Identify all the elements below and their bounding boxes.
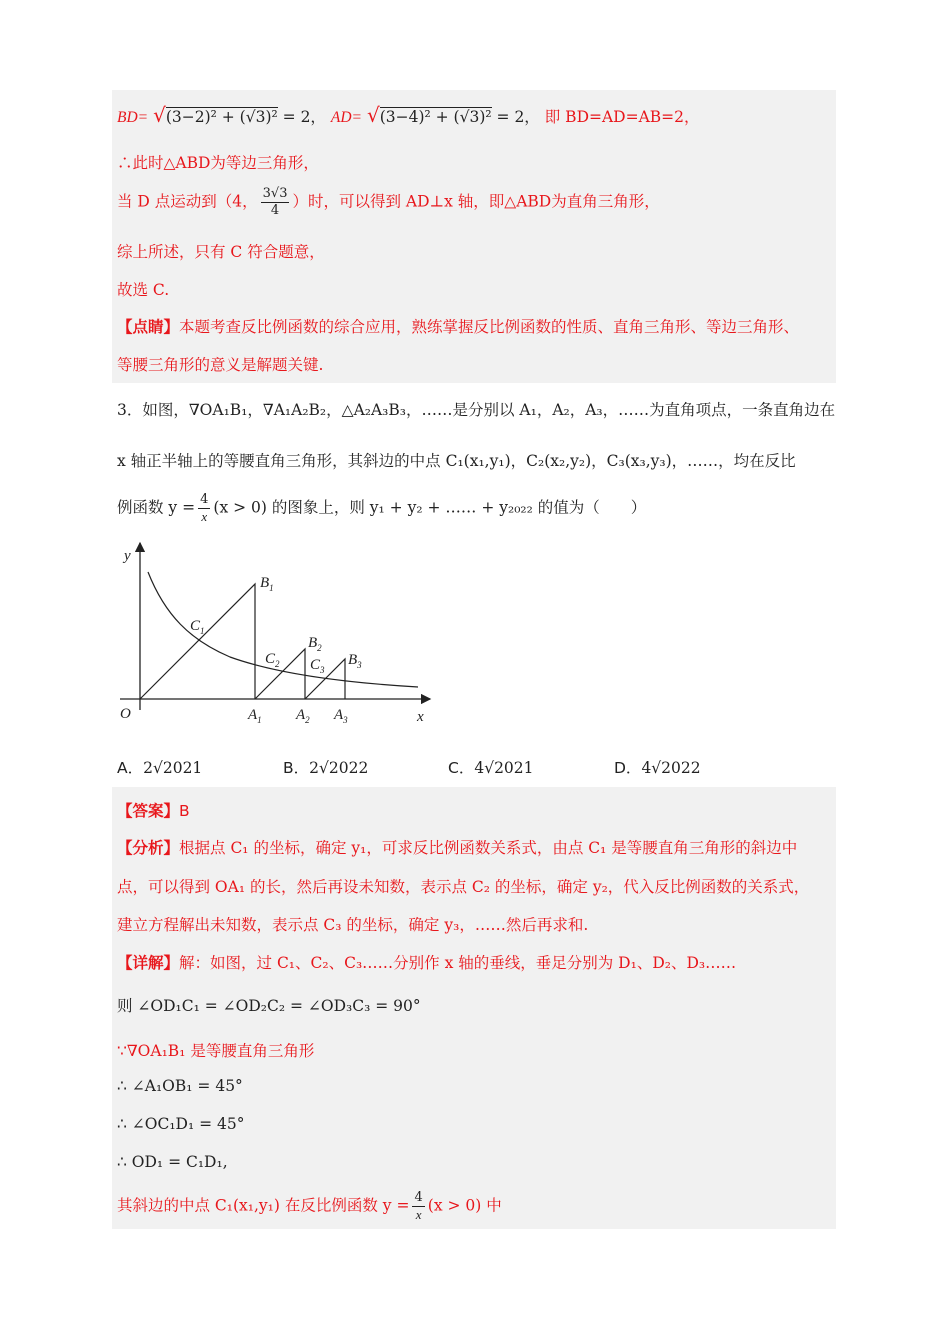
svg-text:C1: $C_1$: [190, 618, 205, 636]
detail-line-7: 其斜边的中点 C₁(x₁,y₁) 在反比例函数 y = $\frac{4}{x}$ (x > 0) 中: [117, 1190, 502, 1222]
point-A1-label: A: [248, 707, 258, 723]
geometry-figure: [110, 535, 440, 735]
prev-line-5: 故选 C.: [117, 281, 170, 299]
detail-line-4: ∴ ∠A₁OB₁ = 45°: [117, 1077, 243, 1095]
point-B1-label: B: [260, 575, 270, 591]
point-B3-label: B: [348, 652, 358, 668]
option-d[interactable]: D．4√2022: [614, 759, 701, 777]
analysis-line-2: 点，可以得到 OA₁ 的长，然后再设未知数，表示点 C₂ 的坐标，确定 y₂，代入反比例函数的关系式，: [117, 878, 810, 896]
hyperbola-curve: [148, 572, 418, 687]
previous-solution-box: [112, 90, 836, 383]
fraction: $\frac{4}{x}$: [414, 1190, 423, 1222]
svg-text:O: [120, 706, 131, 722]
fraction: $\frac{3√3}{4}$: [262, 186, 288, 218]
svg-text:C2: $C_2$: [265, 651, 280, 669]
detail-line-3: ∵∇OA₁B₁ 是等腰直角三角形: [117, 1042, 315, 1060]
point-C2-label: C: [265, 651, 276, 667]
point-A2-label: A: [296, 707, 306, 723]
prev-line-3: 当 D 点运动到（4， $\frac{3√3}{4}$ ）时，可以得到 AD⊥x 轴，即△ABD为直角三角形，: [117, 186, 660, 218]
point-B2-label: B: [308, 635, 318, 651]
svg-text:B3: $B_3$: [348, 652, 362, 670]
option-c[interactable]: C．4√2021: [448, 759, 534, 777]
option-a[interactable]: A．2√2021: [117, 759, 203, 777]
detail-line-2: 则 ∠OD₁C₁ = ∠OD₂C₂ = ∠OD₃C₃ = 90°: [117, 997, 421, 1015]
svg-text:x: [416, 709, 424, 725]
svg-text:A1: $A_1$: [248, 707, 262, 725]
question-line-3: 例函数 y = $\frac{4}{x}$ (x > 0) 的图象上，则 y₁ + y₂ + …… + y₂₀₂₂ 的值为（ ）: [117, 492, 647, 524]
prev-line-2: ∴此时△ABD为等边三角形，: [117, 154, 319, 172]
svg-text:B2: $B_2$: [308, 635, 322, 653]
svg-text:A2: $A_2$: [296, 707, 310, 725]
point-A3-label: A: [334, 707, 344, 723]
prev-comment-1: 【点睛】本题考查反比例函数的综合应用，熟练掌握反比例函数的性质、直角三角形、等边三角形、: [117, 317, 800, 336]
x-axis-label: x: [417, 709, 424, 725]
origin-label: O: [120, 706, 131, 722]
analysis-line-1: 【分析】根据点 C₁ 的坐标，确定 y₁，可求反比例函数关系式，由点 C₁ 是等腰直角三角形的斜边中: [117, 838, 798, 857]
prev-comment-2: 等腰三角形的意义是解题关键.: [117, 356, 324, 374]
question-line-1: 3．如图，∇OA₁B₁，∇A₁A₂B₂，△A₂A₃B₃，……是分别以 A₁，A₂，A₃，……为直角项点，一条直角边在: [117, 401, 836, 419]
triangle-OA1B1: [140, 584, 255, 699]
detail-line-5: ∴ ∠OC₁D₁ = 45°: [117, 1115, 245, 1133]
prev-line-4: 综上所述，只有 C 符合题意，: [117, 243, 325, 261]
svg-text:C3: $C_3$: [310, 657, 325, 675]
y-axis-label: y: [124, 548, 131, 564]
svg-text:A3: $A_3$: [334, 707, 348, 725]
svg-text:y: [122, 548, 131, 564]
detail-line-6: ∴ OD₁ = C₁D₁,: [117, 1153, 228, 1171]
fraction: $\frac{4}{x}$: [200, 492, 209, 524]
point-C3-label: C: [310, 657, 321, 673]
question-line-2: x 轴正半轴上的等腰直角三角形，其斜边的中点 C₁(x₁,y₁)，C₂(x₂,y₂)，C₃(x₃,y₃)，……，均在反比: [117, 452, 796, 470]
answer-line: 【答案】B: [117, 801, 190, 820]
analysis-line-3: 建立方程解出未知数，表示点 C₃ 的坐标，确定 y₃，……然后再求和.: [117, 916, 589, 934]
detail-line-1: 【详解】解：如图，过 C₁、C₂、C₃……分别作 x 轴的垂线，垂足分别为 D₁、D₂、D₃……: [117, 953, 737, 972]
option-b[interactable]: B．2√2022: [283, 759, 369, 777]
prev-line-1: BD= √(3−2)² + (√3)² = 2， AD= √(3−4)² + (√3)² = 2， 即 BD=AD=AB=2，: [117, 103, 700, 127]
point-C1-label: C: [190, 618, 201, 634]
svg-text:B1: $B_1$: [260, 575, 274, 593]
